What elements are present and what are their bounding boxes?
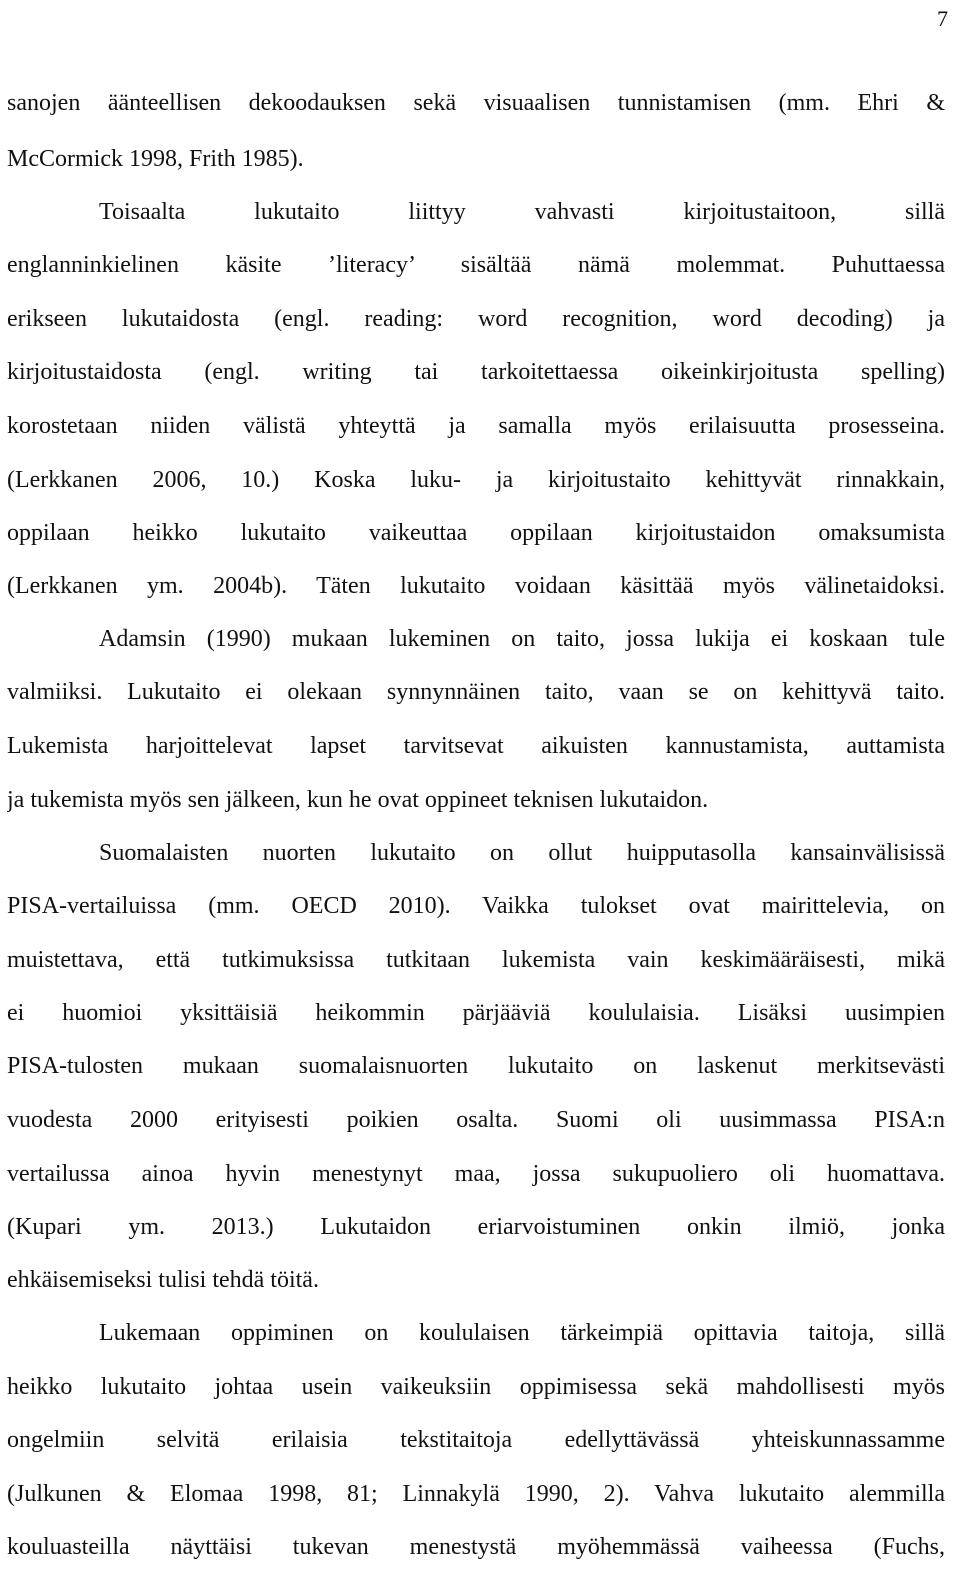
text-line: kirjoitustaidosta (engl. writing tai tarkoitettaessa oikeinkirjoitusta spelling) <box>7 359 945 385</box>
page-number: 7 <box>937 6 948 31</box>
text-line: ja tukemista myös sen jälkeen, kun he ovat oppineet teknisen lukutaidon. <box>7 787 709 813</box>
text-line: (Julkunen & Elomaa 1998, 81; Linnakylä 1990, 2). Vahva lukutaito alemmilla <box>7 1481 945 1507</box>
text-line: muistettava, että tutkimuksissa tutkitaan lukemista vain keskimääräisesti, mikä <box>7 947 945 973</box>
text-line: PISA-tulosten mukaan suomalaisnuorten lukutaito on laskenut merkitsevästi <box>7 1053 945 1079</box>
text-line: (Lerkkanen 2006, 10.) Koska luku- ja kirjoitustaito kehittyvät rinnakkain, <box>7 467 945 493</box>
text-line: kouluasteilla näyttäisi tukevan menestystä myöhemmässä vaiheessa (Fuchs, <box>7 1534 945 1560</box>
text-line: vuodesta 2000 erityisesti poikien osalta. Suomi oli uusimmassa PISA:n <box>7 1107 945 1133</box>
text-line: valmiiksi. Lukutaito ei olekaan synnynnäinen taito, vaan se on kehittyvä taito. <box>7 679 945 705</box>
text-line: Suomalaisten nuorten lukutaito on ollut huipputasolla kansainvälisissä <box>99 840 945 866</box>
text-line: (Kupari ym. 2013.) Lukutaidon eriarvoistuminen onkin ilmiö, jonka <box>7 1214 945 1240</box>
text-line: Lukemaan oppiminen on koululaisen tärkeimpiä opittavia taitoja, sillä <box>99 1320 945 1346</box>
text-line: Adamsin (1990) mukaan lukeminen on taito, jossa lukija ei koskaan tule <box>99 626 945 652</box>
text-line: ongelmiin selvitä erilaisia tekstitaitoja edellyttävässä yhteiskunnassamme <box>7 1427 945 1453</box>
text-line: ehkäisemiseksi tulisi tehdä töitä. <box>7 1267 319 1293</box>
text-line: heikko lukutaito johtaa usein vaikeuksiin oppimisessa sekä mahdollisesti myös <box>7 1374 945 1400</box>
text-line: McCormick 1998, Frith 1985). <box>7 146 304 172</box>
text-line: vertailussa ainoa hyvin menestynyt maa, jossa sukupuoliero oli huomattava. <box>7 1161 945 1187</box>
text-line: Lukemista harjoittelevat lapset tarvitsevat aikuisten kannustamista, auttamista <box>7 733 945 759</box>
text-line: sanojen äänteellisen dekoodauksen sekä visuaalisen tunnistamisen (mm. Ehri & <box>7 90 945 116</box>
text-line: korostetaan niiden välistä yhteyttä ja samalla myös erilaisuutta prosesseina. <box>7 413 945 439</box>
text-line: Toisaalta lukutaito liittyy vahvasti kirjoitustaitoon, sillä <box>99 199 945 225</box>
text-line: (Lerkkanen ym. 2004b). Täten lukutaito voidaan käsittää myös välinetaidoksi. <box>7 573 945 599</box>
text-line: oppilaan heikko lukutaito vaikeuttaa oppilaan kirjoitustaidon omaksumista <box>7 520 945 546</box>
text-line: englanninkielinen käsite ’literacy’ sisältää nämä molemmat. Puhuttaessa <box>7 252 945 278</box>
text-line: PISA-vertailuissa (mm. OECD 2010). Vaikka tulokset ovat mairittelevia, on <box>7 893 945 919</box>
text-line: erikseen lukutaidosta (engl. reading: word recognition, word decoding) ja <box>7 306 945 332</box>
text-line: ei huomioi yksittäisiä heikommin pärjääviä koululaisia. Lisäksi uusimpien <box>7 1000 945 1026</box>
